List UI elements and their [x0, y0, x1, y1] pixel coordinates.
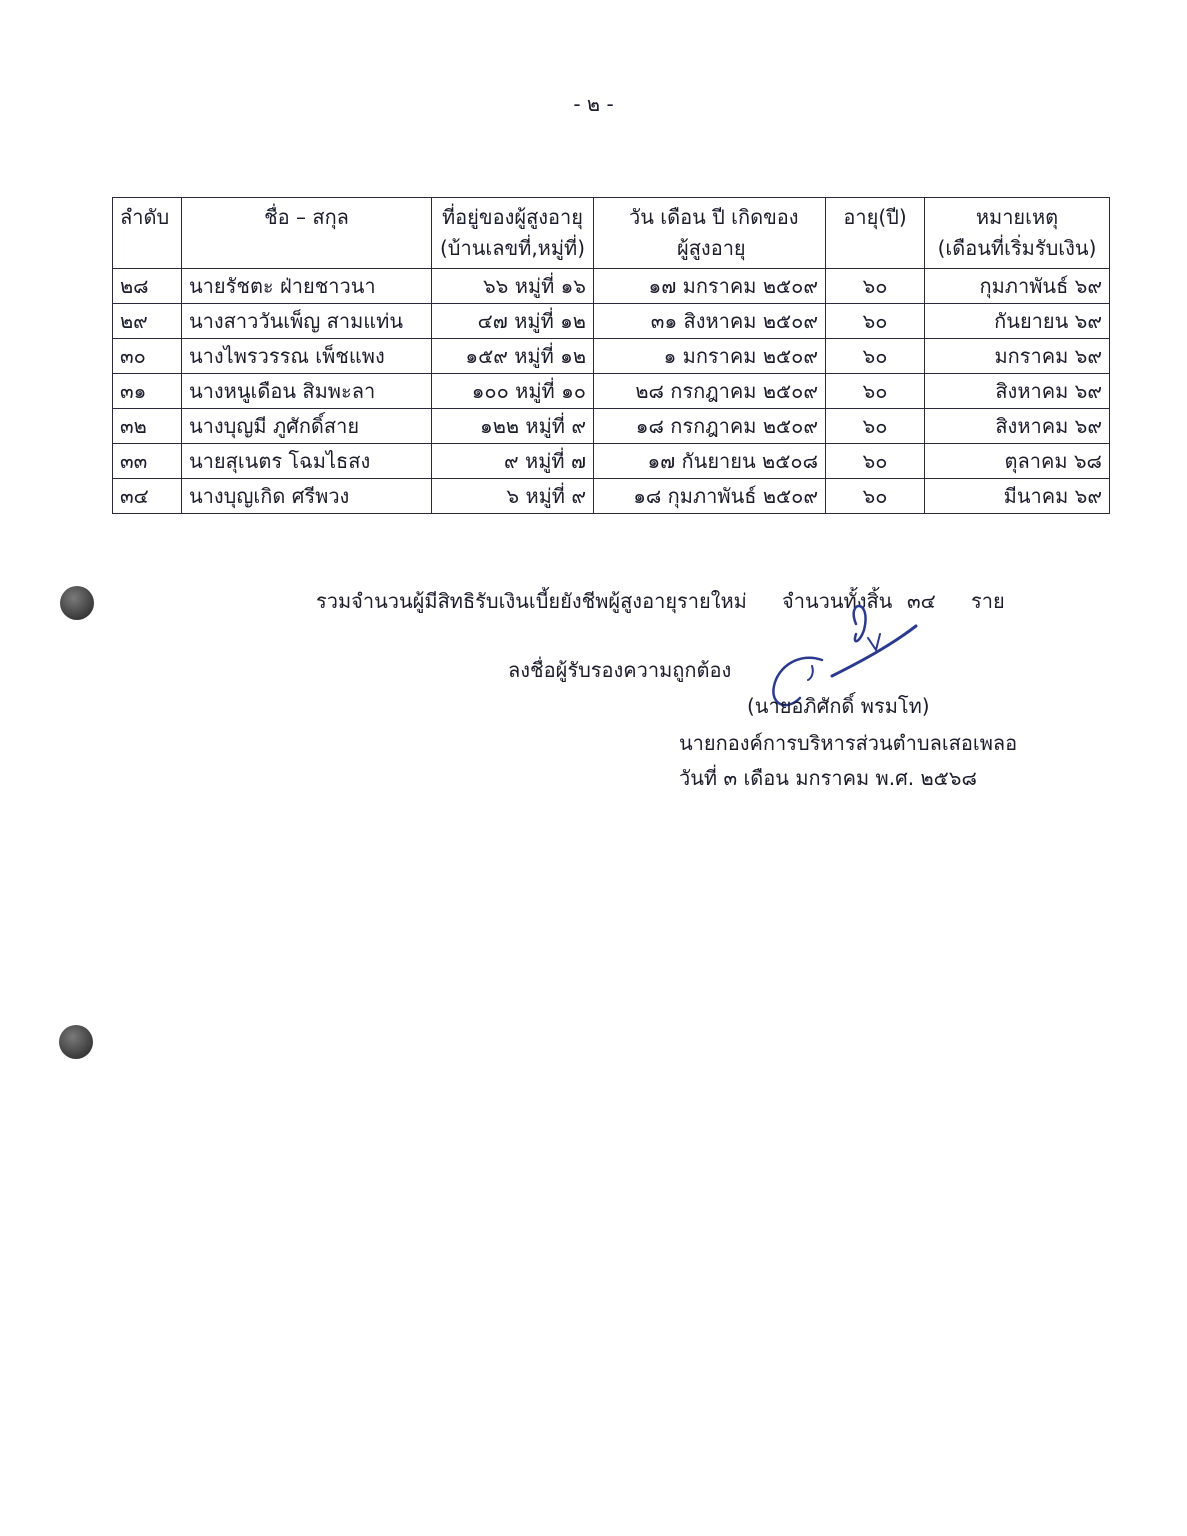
cell-age: ๖๐: [826, 409, 925, 444]
cell-remark: มกราคม ๖๙: [925, 339, 1110, 374]
summary-count: ๓๔: [907, 589, 936, 613]
cell-address: ๑๕๙ หมู่ที่ ๑๒: [432, 339, 594, 374]
cell-age: ๖๐: [826, 304, 925, 339]
cell-age: ๖๐: [826, 269, 925, 304]
cell-remark: สิงหาคม ๖๙: [925, 409, 1110, 444]
cell-name: นางไพรวรรณ เพ็ชแพง: [182, 339, 432, 374]
cell-address: ๖๖ หมู่ที่ ๑๖: [432, 269, 594, 304]
cell-age: ๖๐: [826, 374, 925, 409]
summary-label: รวมจำนวนผู้มีสิทธิรับเงินเบี้ยยังชีพผู้สูงอายุรายใหม่: [316, 589, 747, 613]
cell-address: ๖ หมู่ที่ ๙: [432, 479, 594, 514]
cell-remark: กุมภาพันธ์ ๖๙: [925, 269, 1110, 304]
cell-name: นางหนูเดือน สิมพะลา: [182, 374, 432, 409]
header-no: ลำดับ: [113, 198, 182, 269]
cell-address: ๑๒๒ หมู่ที่ ๙: [432, 409, 594, 444]
cell-no: ๓๐: [113, 339, 182, 374]
signer-title: นายกองค์การบริหารส่วนตำบลเสอเพลอ: [679, 731, 1018, 755]
header-address-line1: ที่อยู่ของผู้สูงอายุ: [441, 205, 583, 229]
header-age: อายุ(ปี): [826, 198, 925, 269]
cell-no: ๓๓: [113, 444, 182, 479]
cell-dob: ๑๗ กันยายน ๒๕๐๘: [594, 444, 826, 479]
cell-remark: กันยายน ๖๙: [925, 304, 1110, 339]
header-remark-line2: (เดือนที่เริ่มรับเงิน): [937, 236, 1097, 260]
cell-no: ๒๙: [113, 304, 182, 339]
sign-date: วันที่ ๓ เดือน มกราคม พ.ศ. ๒๕๖๘: [679, 766, 977, 790]
certification-label: ลงชื่อผู้รับรองความถูกต้อง: [508, 658, 732, 682]
cell-dob: ๓๑ สิงหาคม ๒๕๐๙: [594, 304, 826, 339]
cell-name: นายรัชตะ ฝ่ายชาวนา: [182, 269, 432, 304]
table-row: [113, 304, 1110, 339]
cell-age: ๖๐: [826, 339, 925, 374]
header-address: [432, 198, 594, 269]
punch-hole-bottom: [59, 1025, 93, 1059]
cell-name: นางบุญมี ภูศักดิ์สาย: [182, 409, 432, 444]
cell-address: ๑๐๐ หมู่ที่ ๑๐: [432, 374, 594, 409]
header-remark-line1: หมายเหตุ: [975, 205, 1059, 229]
header-dob-line2: ผู้สูงอายุ: [677, 236, 746, 260]
cell-no: ๓๑: [113, 374, 182, 409]
table-row: [113, 374, 1110, 409]
cell-remark: ตุลาคม ๖๘: [925, 444, 1110, 479]
cell-no: ๓๔: [113, 479, 182, 514]
cell-address: ๙ หมู่ที่ ๗: [432, 444, 594, 479]
cell-dob: ๑๘ กรกฎาคม ๒๕๐๙: [594, 409, 826, 444]
table-row: [113, 269, 1110, 304]
cell-dob: ๑๗ มกราคม ๒๕๐๙: [594, 269, 826, 304]
table-row: [113, 409, 1110, 444]
table-row: [113, 444, 1110, 479]
header-address-line2: (บ้านเลขที่,หมู่ที่): [439, 236, 586, 260]
cell-no: ๒๘: [113, 269, 182, 304]
cell-address: ๔๗ หมู่ที่ ๑๒: [432, 304, 594, 339]
table-header-row: [113, 198, 1110, 269]
cell-dob: ๑ มกราคม ๒๕๐๙: [594, 339, 826, 374]
signer-name: (นายอภิศักดิ์ พรมโท): [747, 694, 930, 718]
cell-dob: ๑๘ กุมภาพันธ์ ๒๕๐๙: [594, 479, 826, 514]
table-row: [113, 339, 1110, 374]
header-remark: [925, 198, 1110, 269]
punch-hole-top: [60, 586, 94, 620]
elderly-allowance-table: [112, 197, 1110, 514]
header-name: ชื่อ – สกุล: [182, 198, 432, 269]
cell-name: นางสาววันเพ็ญ สามแท่น: [182, 304, 432, 339]
header-dob: [594, 198, 826, 269]
cell-dob: ๒๘ กรกฎาคม ๒๕๐๙: [594, 374, 826, 409]
cell-remark: มีนาคม ๖๙: [925, 479, 1110, 514]
cell-age: ๖๐: [826, 444, 925, 479]
summary-unit: ราย: [971, 589, 1005, 613]
cell-name: นางบุญเกิด ศรีพวง: [182, 479, 432, 514]
summary-total-label: จำนวนทั้งสิ้น: [782, 589, 893, 613]
page-number: - ๒ -: [573, 92, 614, 116]
cell-no: ๓๒: [113, 409, 182, 444]
table-row: [113, 479, 1110, 514]
header-dob-line1: วัน เดือน ปี เกิดของ: [629, 205, 799, 229]
cell-age: ๖๐: [826, 479, 925, 514]
cell-remark: สิงหาคม ๖๙: [925, 374, 1110, 409]
cell-name: นายสุเนตร โฉมไธสง: [182, 444, 432, 479]
